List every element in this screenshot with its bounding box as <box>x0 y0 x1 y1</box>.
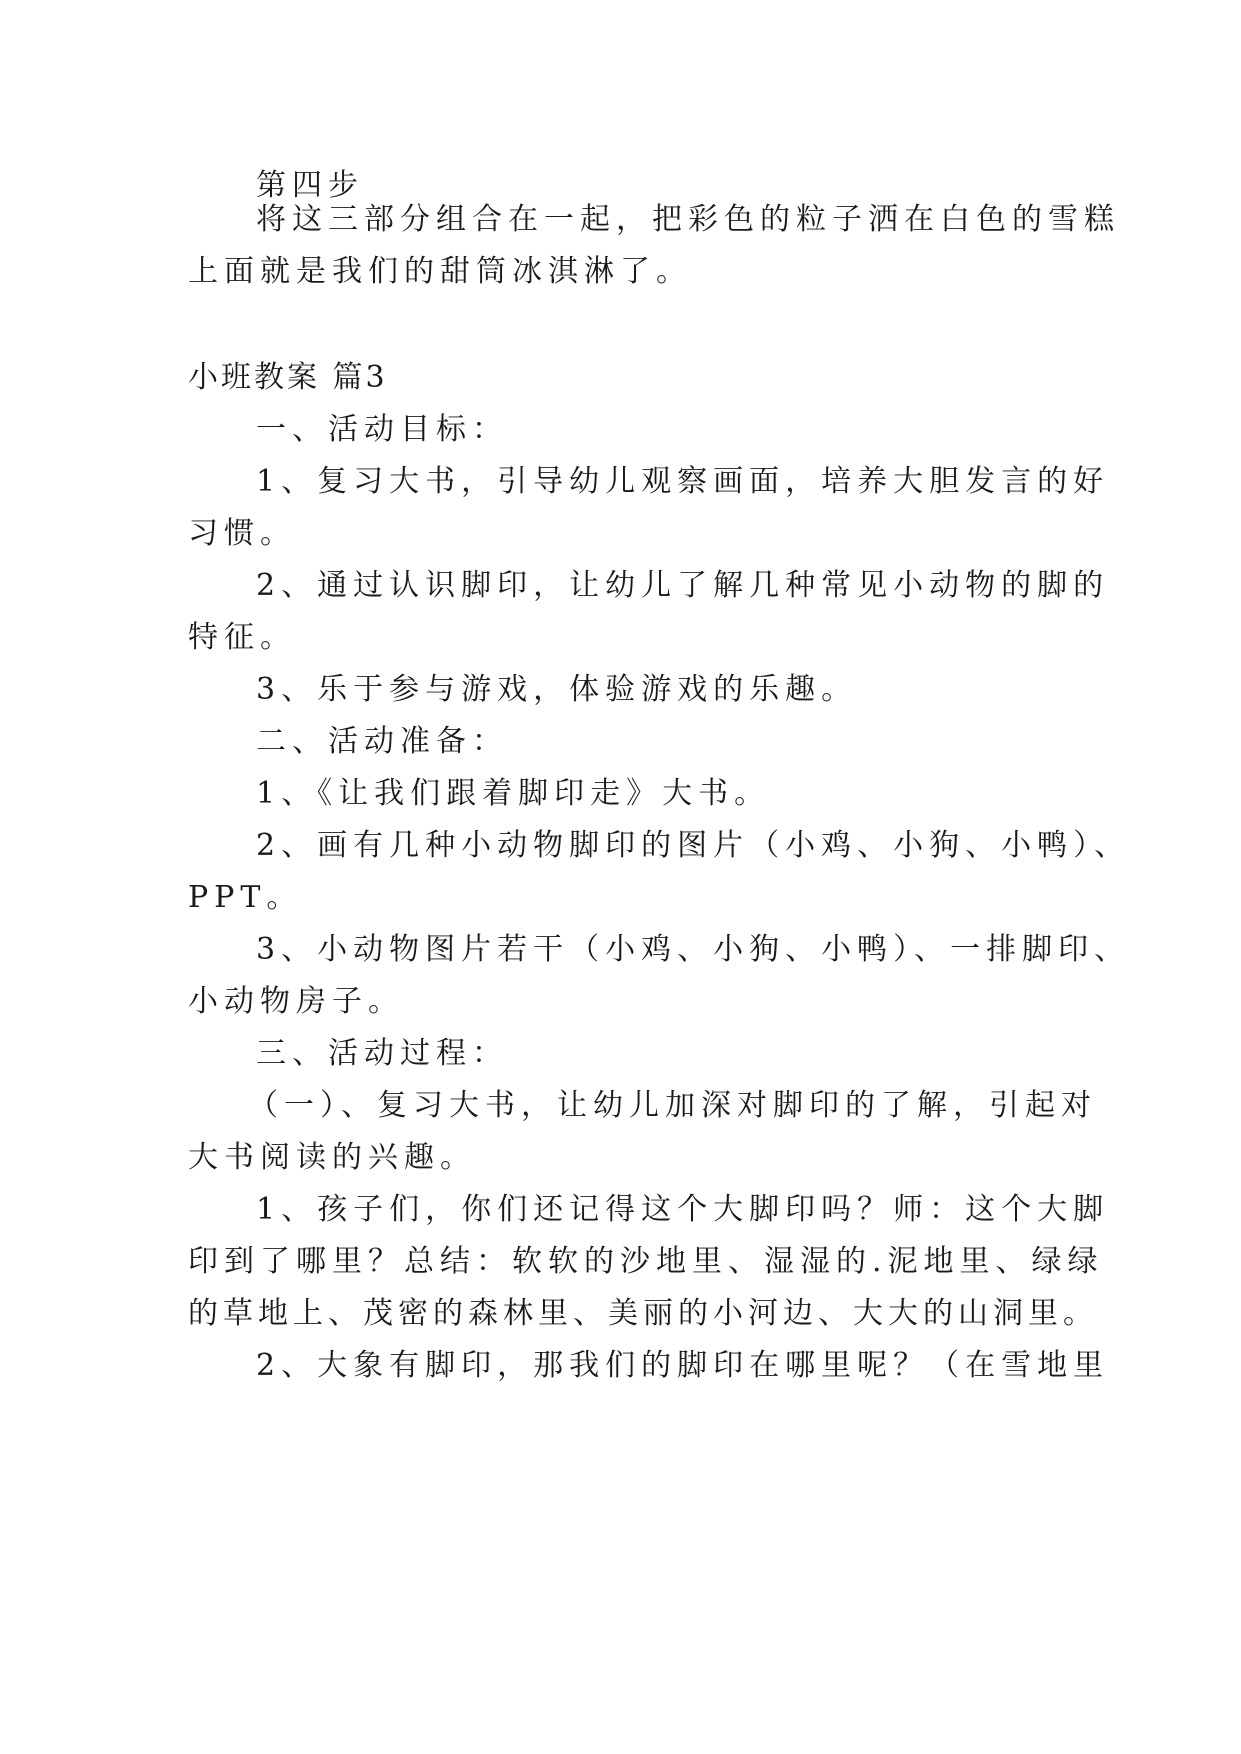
section-title: 小班教案 篇3 <box>188 360 388 395</box>
paragraph-line: 2、通过认识脚印，让幼儿了解几种常见小动物的脚的 <box>256 568 1110 603</box>
paragraph-line: 上面就是我们的甜筒冰淇淋了。 <box>188 254 692 289</box>
paragraph-line: 特征。 <box>188 620 296 655</box>
paragraph-line: 印到了哪里？总结：软软的沙地里、湿湿的.泥地里、绿绿 <box>188 1244 1104 1279</box>
paragraph-line: 2、画有几种小动物脚印的图片（小鸡、小狗、小鸭）、 <box>256 828 1131 863</box>
paragraph-line: 3、乐于参与游戏，体验游戏的乐趣。 <box>256 672 858 707</box>
paragraph-line: （一）、复习大书，让幼儿加深对脚印的了解，引起对 <box>248 1088 1097 1123</box>
paragraph-line: 1、孩子们，你们还记得这个大脚印吗？师：这个大脚 <box>256 1192 1110 1227</box>
paragraph-line: PPT。 <box>188 880 303 915</box>
subsection-heading: 二、活动准备： <box>256 724 508 759</box>
step-heading: 第四步 <box>256 168 364 203</box>
paragraph-line: 大书阅读的兴趣。 <box>188 1140 476 1175</box>
subsection-heading: 三、活动过程： <box>256 1036 508 1071</box>
paragraph-line: 将这三部分组合在一起，把彩色的粒子洒在白色的雪糕 <box>256 202 1120 237</box>
paragraph-line: 小动物房子。 <box>188 984 404 1019</box>
paragraph-line: 的草地上、茂密的森林里、美丽的小河边、大大的山洞里。 <box>188 1296 1098 1331</box>
subsection-heading: 一、活动目标： <box>256 412 508 447</box>
paragraph-line: 1、复习大书，引导幼儿观察画面，培养大胆发言的好 <box>256 464 1110 499</box>
paragraph-line: 2、大象有脚印，那我们的脚印在哪里呢？（在雪地里 <box>256 1348 1110 1383</box>
paragraph-line: 3、小动物图片若干（小鸡、小狗、小鸭）、一排脚印、 <box>256 932 1131 967</box>
paragraph-line: 习惯。 <box>188 516 296 551</box>
paragraph-line: 1、《让我们跟着脚印走》大书。 <box>256 776 771 811</box>
